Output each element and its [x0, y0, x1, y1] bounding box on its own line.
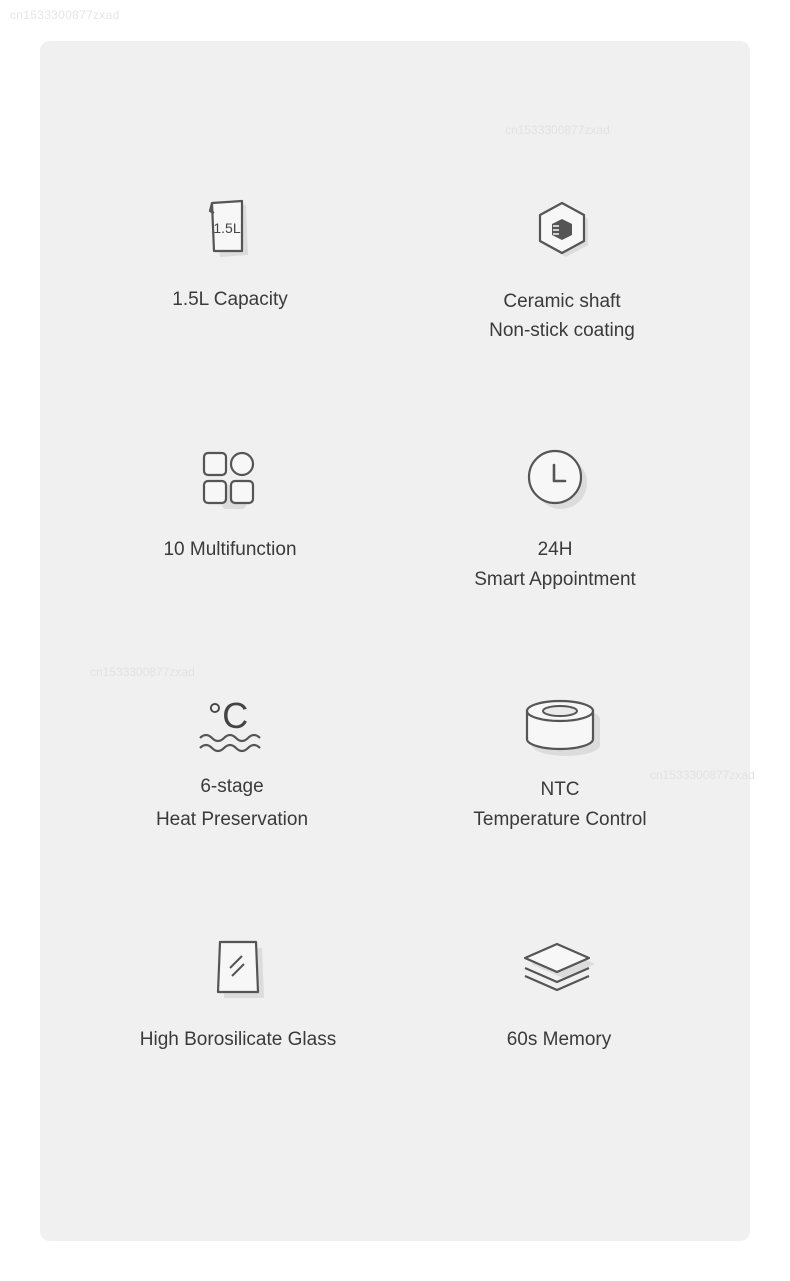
feature-appointment-label-2: Smart Appointment — [474, 569, 636, 590]
feature-heat-preservation-label-1: 6-stage — [200, 776, 264, 797]
watermark-panel-right: cn1533300877zxad — [650, 768, 755, 782]
feature-memory-label: 60s Memory — [506, 1029, 612, 1050]
feature-ceramic-label-2: Non-stick coating — [489, 320, 635, 341]
feature-glass-label: High Borosilicate Glass — [139, 1029, 337, 1050]
feature-panel — [40, 41, 755, 1241]
feature-appointment-label-1: 24H — [537, 539, 573, 560]
clock-icon — [515, 439, 595, 519]
celsius-icon-text: °C — [207, 695, 249, 736]
feature-multifunction-label: 10 Multifunction — [163, 539, 297, 560]
layers-memory-icon — [519, 930, 599, 1010]
capacity-jug-icon — [190, 191, 270, 271]
watermark-panel-middle: cn1533300877zxad — [90, 665, 195, 679]
feature-capacity-label: 1.5L Capacity — [172, 289, 288, 310]
ntc-coil-icon — [520, 689, 600, 769]
feature-heat-preservation-label-2: Heat Preservation — [155, 809, 309, 830]
watermark-panel-top: cn1533300877zxad — [505, 123, 610, 137]
feature-ntc-label-2: Temperature Control — [473, 809, 647, 830]
ceramic-hexagon-icon — [522, 191, 602, 271]
capacity-icon-text: 1.5L — [213, 220, 241, 236]
glass-panel-icon — [198, 930, 278, 1010]
feature-ceramic-label-1: Ceramic shaft — [503, 291, 621, 312]
celsius-heat-icon — [192, 688, 272, 768]
watermark-top-left: cn1533300877zxad — [10, 8, 120, 22]
multifunction-grid-icon — [190, 441, 270, 521]
feature-ntc-label-1: NTC — [540, 779, 580, 800]
